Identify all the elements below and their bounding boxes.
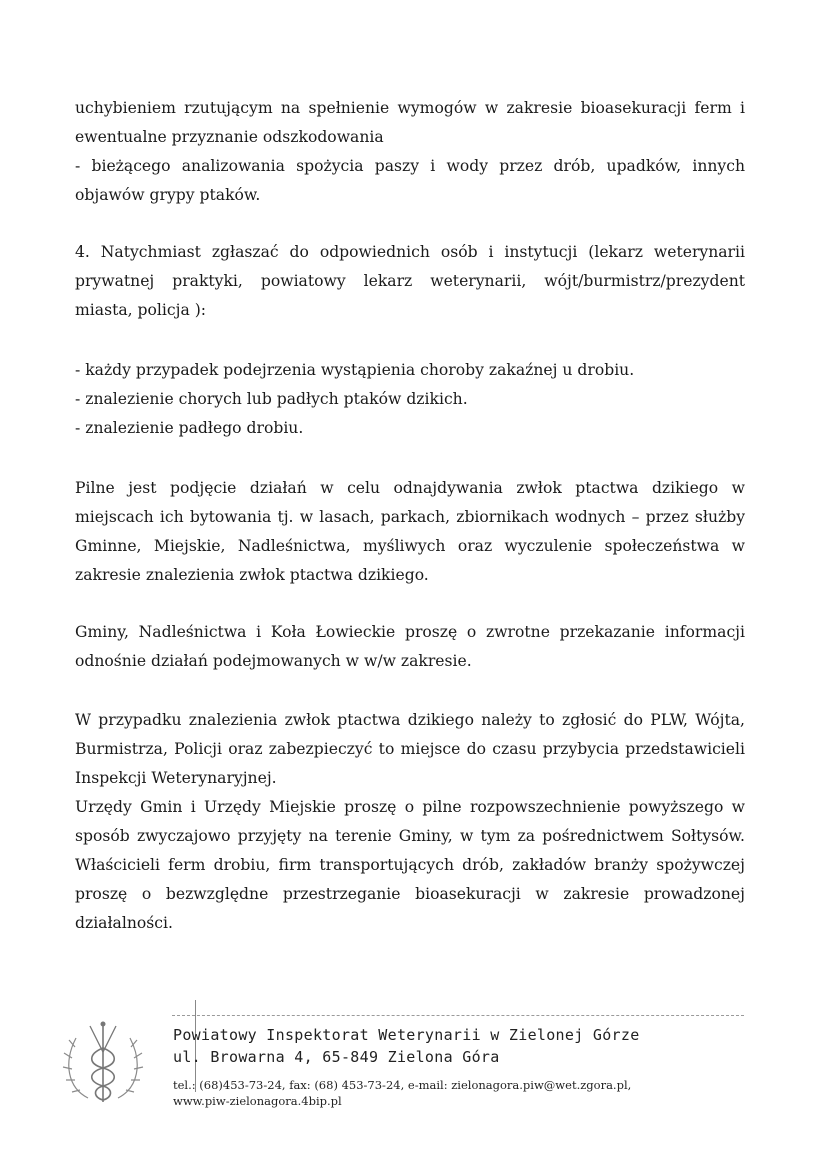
text-line: sposób zwyczajowo przyjęty na terenie Gminy, w tym za pośrednictwem Sołtysów. xyxy=(75,827,745,845)
list-report-cases xyxy=(75,356,745,443)
text-line: W przypadku znalezienia zwłok ptactwa dzikiego należy to zgłosić do PLW, Wójta, xyxy=(75,711,745,729)
footer-org-address: ul. Browarna 4, 65-849 Zielona Góra xyxy=(173,1048,500,1066)
footer-website: www.piw-zielonagora.4bip.pl xyxy=(173,1094,342,1108)
paragraph-report-instruction xyxy=(75,238,745,325)
text-line: miasta, policja ): xyxy=(75,301,207,319)
paragraph-urgent-action xyxy=(75,474,745,590)
text-line: Urzędy Gmin i Urzędy Miejskie proszę o pilne rozpowszechnienie powyższego w xyxy=(75,798,745,816)
text-line: miejscach ich bytowania tj. w lasach, parkach, zbiornikach wodnych – przez służby xyxy=(75,508,745,526)
text-line: Pilne jest podjęcie działań w celu odnajdywania zwłok ptactwa dzikiego w xyxy=(75,479,745,497)
footer-divider xyxy=(172,1015,744,1016)
paragraph-notification xyxy=(75,706,745,938)
text-line: Inspekcji Weterynaryjnej. xyxy=(75,769,277,787)
list-item: - znalezienie chorych lub padłych ptaków dzikich. xyxy=(75,390,468,408)
veterinary-caduceus-icon xyxy=(58,1018,148,1106)
text-line: Burmistrza, Policji oraz zabezpieczyć to miejsce do czasu przybycia przedstawicieli xyxy=(75,740,745,758)
text-line: uchybieniem rzutującym na spełnienie wymogów w zakresie bioasekuracji ferm i xyxy=(75,99,745,117)
list-item: - każdy przypadek podejrzenia wystąpienia choroby zakaźnej u drobiu. xyxy=(75,361,635,379)
text-line: 4. Natychmiast zgłaszać do odpowiednich osób i instytucji (lekarz weterynarii xyxy=(75,243,745,261)
text-line: Gminy, Nadleśnictwa i Koła Łowieckie proszę o zwrotne przekazanie informacji xyxy=(75,623,745,641)
text-line: Właścicieli ferm drobiu, firm transportujących drób, zakładów branży spożywczej xyxy=(75,856,745,874)
text-line: zakresie znalezienia zwłok ptactwa dzikiego. xyxy=(75,566,429,584)
paragraph-feedback-request xyxy=(75,618,745,676)
footer-organization xyxy=(173,1024,640,1068)
text-line: prywatnej praktyki, powiatowy lekarz weterynarii, wójt/burmistrz/prezydent xyxy=(75,272,745,290)
text-line: Gminne, Miejskie, Nadleśnictwa, myśliwych oraz wyczulenie społeczeństwa w xyxy=(75,537,745,555)
footer-contact-phone-email: tel.: (68)453-73-24, fax: (68) 453-73-24, e-mail: zielonagora.piw@wet.zgora.pl, xyxy=(173,1078,632,1092)
text-line: - bieżącego analizowania spożycia paszy i wody przez drób, upadków, innych xyxy=(75,157,745,175)
text-line: proszę o bezwzględne przestrzeganie bioasekuracji w zakresie prowadzonej xyxy=(75,885,745,903)
list-item: - znalezienie padłego drobiu. xyxy=(75,419,304,437)
text-line: odnośnie działań podejmowanych w w/w zakresie. xyxy=(75,652,472,670)
text-line: działalności. xyxy=(75,914,173,932)
paragraph-biosecurity xyxy=(75,94,745,210)
footer-org-name: Powiatowy Inspektorat Weterynarii w Zielonej Górze xyxy=(173,1026,640,1044)
text-line: ewentualne przyznanie odszkodowania xyxy=(75,128,384,146)
text-line: objawów grypy ptaków. xyxy=(75,186,261,204)
footer-contact xyxy=(173,1077,631,1109)
